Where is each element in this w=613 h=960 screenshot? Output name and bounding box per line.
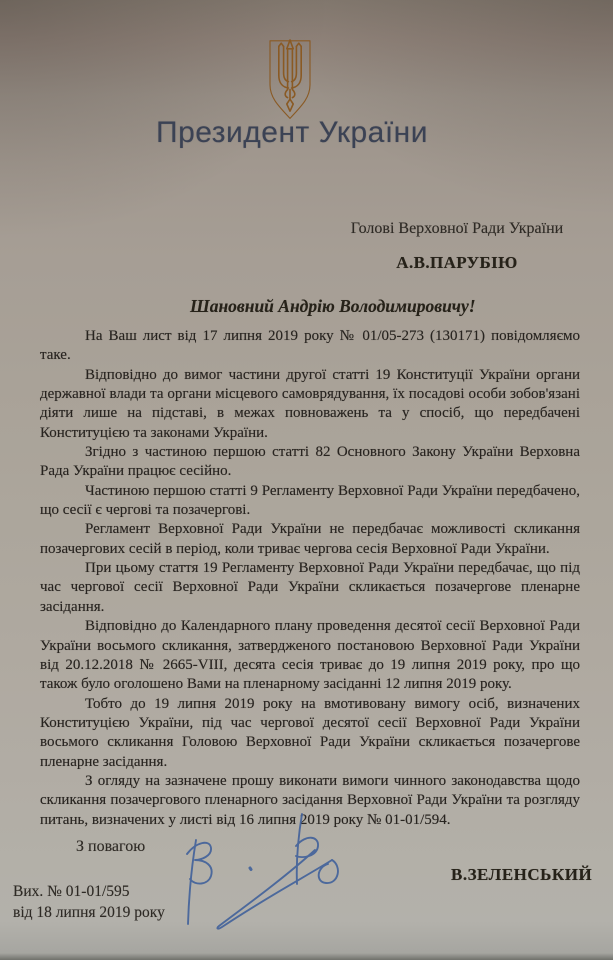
recipient-block: [334, 220, 580, 273]
closing-regards: З повагою: [76, 838, 146, 855]
outgoing-ref-date: від 18 липня 2019 року: [13, 904, 165, 921]
paragraph: Відповідно до вимог частини другої статті 19 Конституції України органи державної влади та органи місцевого самоврядування, їх посадові особи зобов'язані діяти лише на підставі, в межах повноважень та у спосіб, що передбачені Конституцією та законами України.: [40, 366, 580, 441]
paragraph: Частиною першою статті 9 Регламенту Верховної Ради України передбачено, що сесії є чергові та позачергові.: [40, 482, 580, 519]
outgoing-ref-number: Вих. № 01-01/595: [13, 883, 130, 900]
trident-emblem-icon: [266, 38, 314, 122]
letterhead-title: Президент України: [156, 116, 428, 149]
paragraph: Згідно з частиною першою статті 82 Основного Закону України Верховна Рада України працює сесійно.: [40, 444, 580, 480]
paragraph: З огляду на зазначене прошу виконати вимоги чинного законодавства щодо скликання позачергового пленарного засідання Верховної Ради України та розгляду питань, визначених у листі від 16 липня 2019 року № 01-01/594.: [40, 772, 580, 828]
signature-icon: [162, 808, 354, 942]
paragraph: При цьому стаття 19 Регламенту Верховної Ради України передбачає, що під час чергової сесії Верховної Ради України скликається позачергове пленарне засідання.: [40, 560, 580, 615]
paragraph: Відповідно до Календарного плану проведення десятої сесії Верховної Ради України восьмого скликання, затвердженого постановою Верховної Ради України від 20.12.2018 № 2665-VIII, десята сесія триває до 19 липня 2019 року, про що також було оголошено Вами на пленарному засіданні 12 липня 2019 року.: [40, 618, 580, 693]
paragraph: На Ваш лист від 17 липня 2019 року № 01/05-273 (130171) повідомляємо таке.: [40, 328, 580, 364]
signer-name: В.ЗЕЛЕНСЬКИЙ: [451, 865, 593, 884]
paper-bottom-edge-shadow: [0, 953, 613, 960]
recipient-name: А.В.ПАРУБІЮ: [396, 253, 518, 272]
recipient-role: Голові Верховної Ради України: [350, 220, 564, 237]
paragraph: Регламент Верховної Ради України не передбачає можливості скликання позачергових сесій в період, коли триває чергова сесія Верховної Ради України.: [40, 521, 580, 557]
salutation: Шановний Андрію Володимировичу!: [190, 296, 476, 316]
reference-block: [13, 881, 165, 923]
letter-body: [40, 327, 580, 830]
paragraph: Тобто до 19 липня 2019 року на вмотивовану вимогу осіб, визначених Конституцією України, під час чергової десятої сесії Верховної Ради України восьмого скликання Головою Верховної Ради України скликається позачергове пленарне засідання.: [40, 695, 580, 770]
